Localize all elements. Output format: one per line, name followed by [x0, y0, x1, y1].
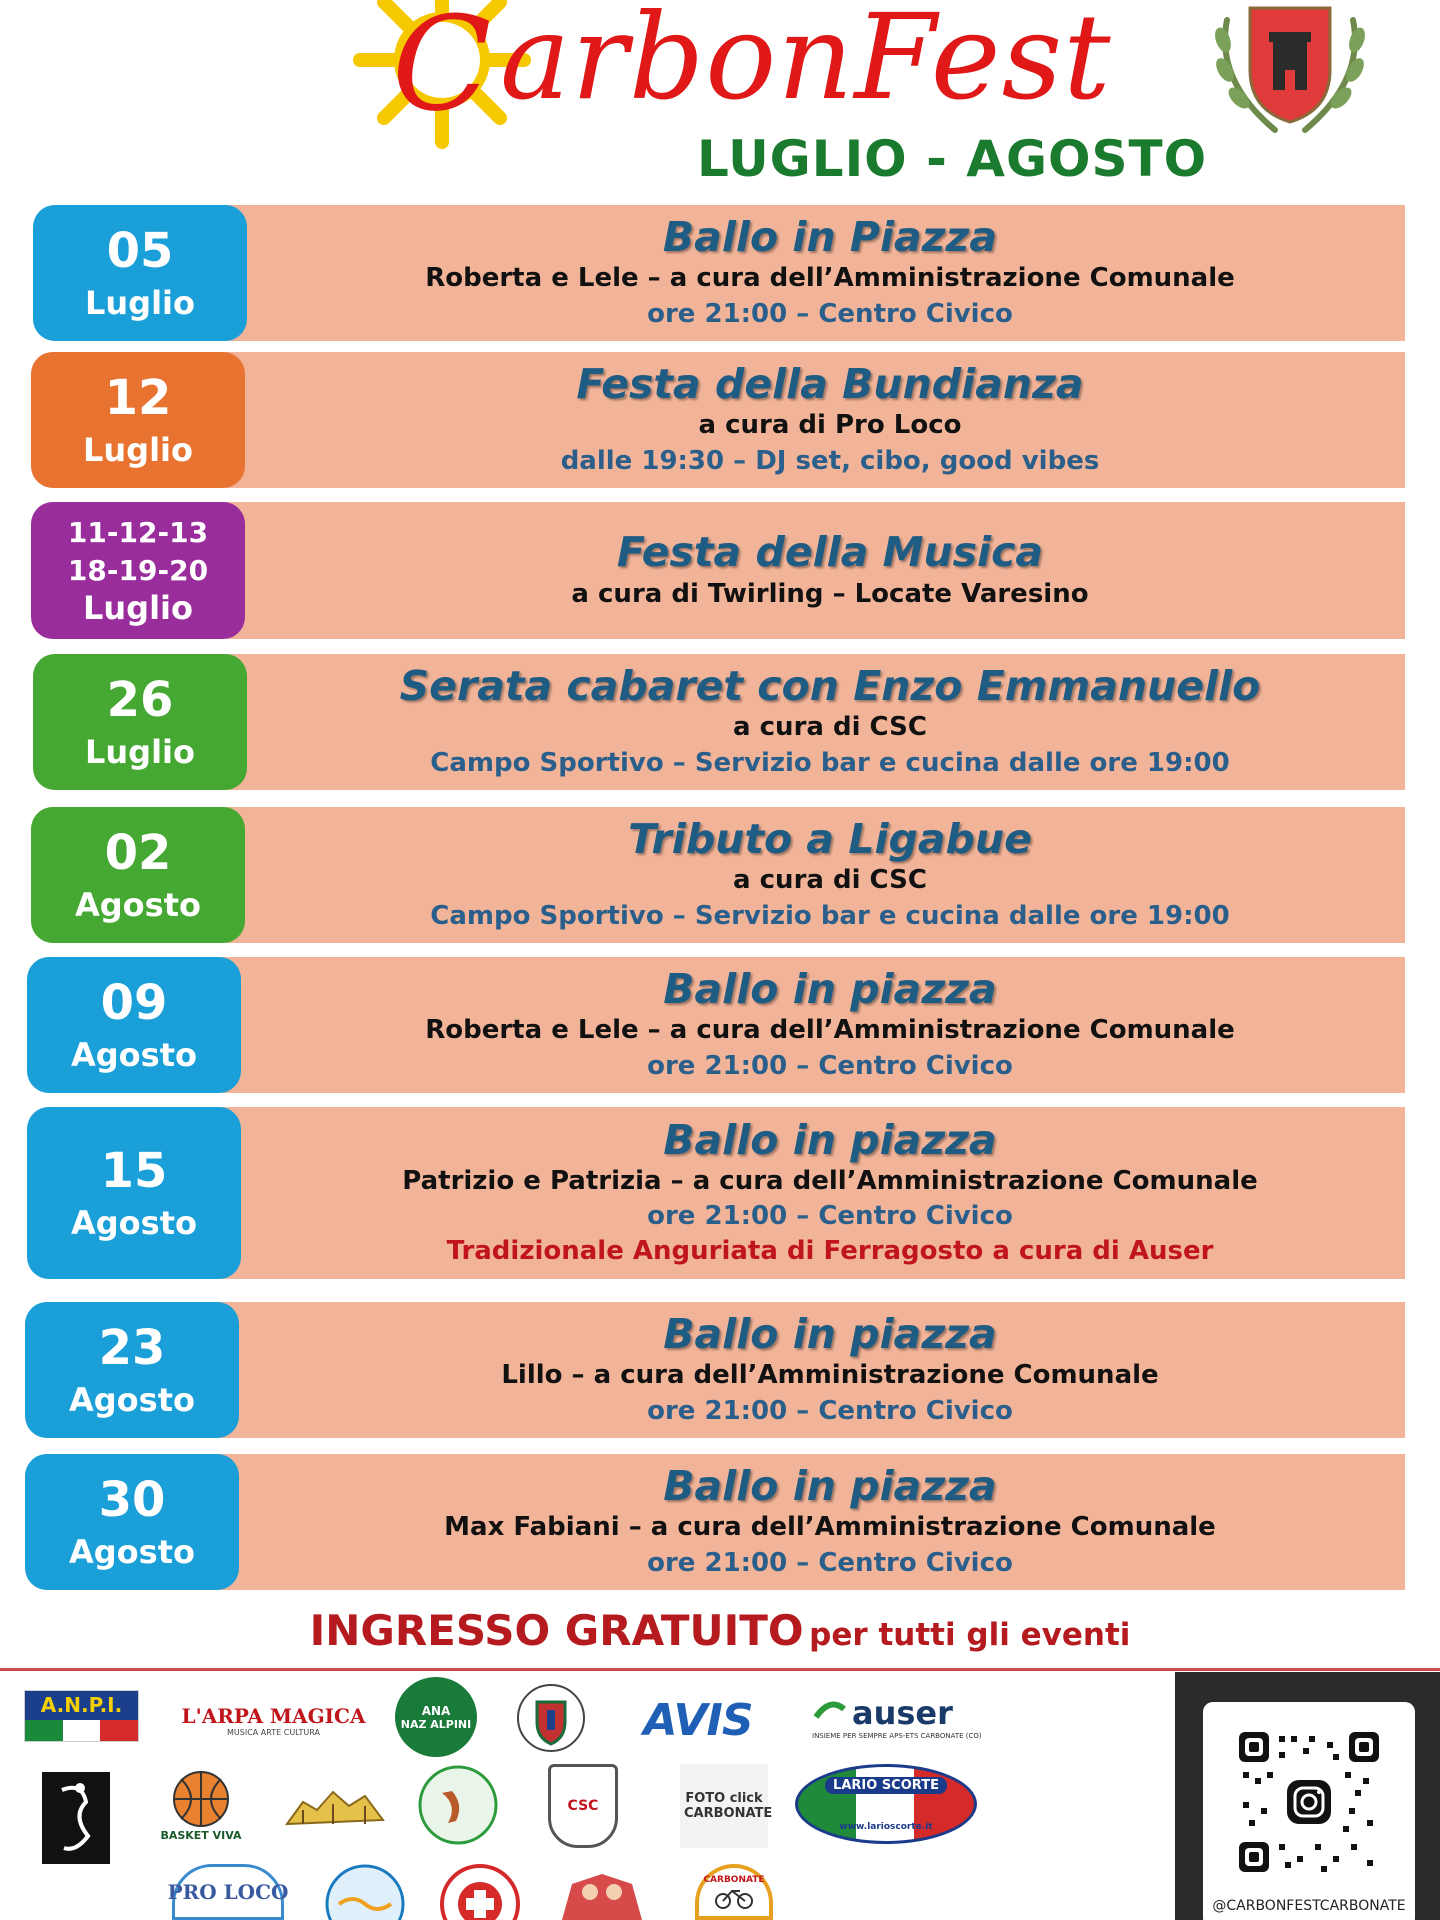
qr-code-icon: [1239, 1732, 1379, 1872]
event-title: Tributo a Ligabue: [628, 815, 1032, 864]
csc-logo: [548, 1764, 618, 1848]
date-month: Agosto: [75, 886, 201, 925]
event-details: [255, 807, 1405, 943]
free-entry-banner: [0, 1606, 1440, 1655]
event-details: [255, 1454, 1405, 1590]
event-details: [255, 1302, 1405, 1438]
event-title: Ballo in piazza: [663, 1462, 997, 1511]
event-organizer: a cura di Pro Loco: [698, 410, 962, 441]
event-time-place: Campo Sportivo – Servizio bar e cucina dalle ore 19:00: [430, 900, 1230, 931]
event-row: [25, 957, 1405, 1093]
event-row: [25, 654, 1405, 790]
date-month: Luglio: [83, 431, 193, 470]
event-row: [25, 1454, 1405, 1590]
event-title: Ballo in Piazza: [662, 213, 998, 262]
carbonate-cycling-logo: [695, 1864, 773, 1920]
event-title: Ballo in piazza: [663, 965, 997, 1014]
date-month: Agosto: [71, 1204, 197, 1243]
alpini-logo: [395, 1677, 477, 1757]
sponsor-logos: [0, 1672, 1172, 1920]
event-time-place: dalle 19:30 – DJ set, cibo, good vibes: [560, 445, 1100, 476]
volunteer-association-icon: [440, 1864, 520, 1920]
event-organizer: a cura di CSC: [733, 712, 927, 743]
event-organizer: Roberta e Lele – a cura dell’Amministrazione Comunale: [425, 263, 1235, 294]
event-details: [255, 654, 1405, 790]
auser-logo-text: auser: [852, 1694, 953, 1732]
auser-mark-icon: [812, 1695, 848, 1731]
date-day: 30: [98, 1472, 166, 1528]
csc-logo-text: CSC: [567, 1798, 599, 1814]
event-organizer: a cura di CSC: [733, 865, 927, 896]
event-title: Serata cabaret con Enzo Emmanuello: [399, 662, 1261, 711]
event-organizer: Max Fabiani – a cura dell’Amministrazione Comunale: [444, 1512, 1216, 1543]
date-month: Agosto: [69, 1533, 195, 1572]
event-details: [255, 352, 1405, 488]
qr-card[interactable]: [1203, 1702, 1415, 1920]
event-organizer: Roberta e Lele – a cura dell’Amministrazione Comunale: [425, 1015, 1235, 1046]
carbonate-cycling-text: CARBONATE: [703, 1875, 765, 1885]
date-badge: [33, 654, 247, 790]
alpini-logo-text: NAZ ALPINI: [400, 1717, 472, 1731]
event-title: Ballo in piazza: [663, 1310, 997, 1359]
event-note: Tradizionale Anguriata di Ferragosto a cura di Auser: [446, 1236, 1214, 1267]
event-details: [255, 205, 1405, 341]
date-badge: [27, 957, 241, 1093]
date-days-line-2: 18-19-20: [67, 554, 209, 588]
arpa-magica-text: L'ARPA MAGICA: [181, 1703, 366, 1728]
dance-school-logo-icon: [42, 1772, 110, 1864]
theatre-group-icon: [552, 1864, 652, 1920]
lario-scorte-logo: [795, 1764, 977, 1844]
event-row: [25, 1107, 1405, 1279]
date-day: 23: [98, 1320, 166, 1376]
date-month: Luglio: [83, 588, 193, 627]
date-days-line-1: 11-12-13: [67, 516, 209, 550]
foto-click-text: FOTO click CARBONATE: [684, 1791, 773, 1821]
event-time-place: ore 21:00 – Centro Civico: [647, 298, 1013, 329]
municipal-crest-icon: [1205, 0, 1375, 140]
event-row: [25, 205, 1405, 341]
event-organizer: Lillo – a cura dell’Amministrazione Comunale: [501, 1360, 1159, 1391]
date-month: Agosto: [69, 1381, 195, 1420]
event-organizer: Patrizio e Patrizia – a cura dell’Amministrazione Comunale: [402, 1165, 1258, 1196]
bicycle-icon: [714, 1885, 754, 1909]
basket-viva-logo: [158, 1762, 244, 1848]
village-sketch-icon: [283, 1780, 388, 1836]
event-row: [25, 352, 1405, 488]
date-badge: [31, 352, 245, 488]
basketball-icon: [171, 1769, 231, 1829]
auser-logo-subtext: INSIEME PER SEMPRE APS-ETS CARBONATE (CO): [812, 1732, 982, 1740]
anpi-logo: [24, 1690, 139, 1742]
event-title: Festa della Musica: [616, 528, 1044, 577]
brand-title-initial: C: [392, 0, 492, 140]
arpa-magica-logo: [181, 1698, 366, 1742]
lario-scorte-text: LARIO SCORTE: [825, 1777, 947, 1794]
event-row: [25, 1302, 1405, 1438]
date-day: 26: [106, 672, 174, 728]
date-day: 12: [104, 370, 172, 426]
shield-emblem-icon: [515, 1682, 587, 1754]
basket-viva-text: BASKET VIVA: [160, 1828, 242, 1842]
date-badge: [31, 807, 245, 943]
period-subtitle: LUGLIO - AGOSTO: [697, 130, 1208, 188]
instagram-qr-panel: [1175, 1672, 1440, 1920]
alpini-logo-top: ANA: [421, 1703, 451, 1718]
lario-scorte-url: www.larioscorte.it: [839, 1821, 933, 1832]
free-entry-title: INGRESSO GRATUITO: [309, 1606, 804, 1655]
event-organizer: a cura di Twirling – Locate Varesino: [571, 578, 1089, 609]
event-time-place: ore 21:00 – Centro Civico: [647, 1201, 1013, 1232]
event-row: [25, 807, 1405, 943]
event-time-place: ore 21:00 – Centro Civico: [647, 1395, 1013, 1426]
date-badge: [27, 1107, 241, 1279]
pro-loco-logo: PRO LOCO: [172, 1864, 284, 1920]
date-badge: [33, 205, 247, 341]
event-time-place: ore 21:00 – Centro Civico: [647, 1050, 1013, 1081]
event-time-place: Campo Sportivo – Servizio bar e cucina dalle ore 19:00: [430, 747, 1230, 778]
date-day: 02: [104, 825, 172, 881]
date-month: Luglio: [85, 733, 195, 772]
date-badge: [25, 1454, 239, 1590]
swimmer-badge-icon: [325, 1864, 405, 1920]
italian-flag-icon: [25, 1720, 138, 1741]
date-badge: [31, 502, 245, 639]
date-day: 05: [106, 223, 174, 279]
event-title: Festa della Bundianza: [576, 360, 1084, 409]
date-day: 09: [100, 975, 168, 1031]
event-details: [255, 502, 1405, 639]
instagram-handle[interactable]: @CARBONFESTCARBONATE: [1212, 1898, 1406, 1914]
foto-click-logo: [680, 1764, 773, 1848]
event-row: [25, 502, 1405, 639]
event-time-place: ore 21:00 – Centro Civico: [647, 1547, 1013, 1578]
event-details: [255, 957, 1405, 1093]
date-month: Luglio: [85, 284, 195, 323]
date-month: Agosto: [71, 1036, 197, 1075]
brand-title: arbonFest: [500, 0, 1112, 126]
event-details: [255, 1107, 1405, 1279]
auser-logo: [812, 1688, 982, 1746]
divider: [0, 1668, 1440, 1671]
date-day: 15: [100, 1143, 168, 1199]
avis-logo: AVIS: [643, 1694, 753, 1746]
date-badge: [25, 1302, 239, 1438]
free-entry-subtitle: per tutti gli eventi: [809, 1617, 1131, 1653]
poster-header: [0, 0, 1440, 195]
arpa-magica-subtext: MUSICA ARTE CULTURA: [227, 1727, 320, 1737]
event-title: Ballo in piazza: [663, 1115, 997, 1164]
boomerang-badge-icon: [418, 1765, 498, 1845]
anpi-logo-text: A.N.P.I.: [25, 1691, 138, 1720]
